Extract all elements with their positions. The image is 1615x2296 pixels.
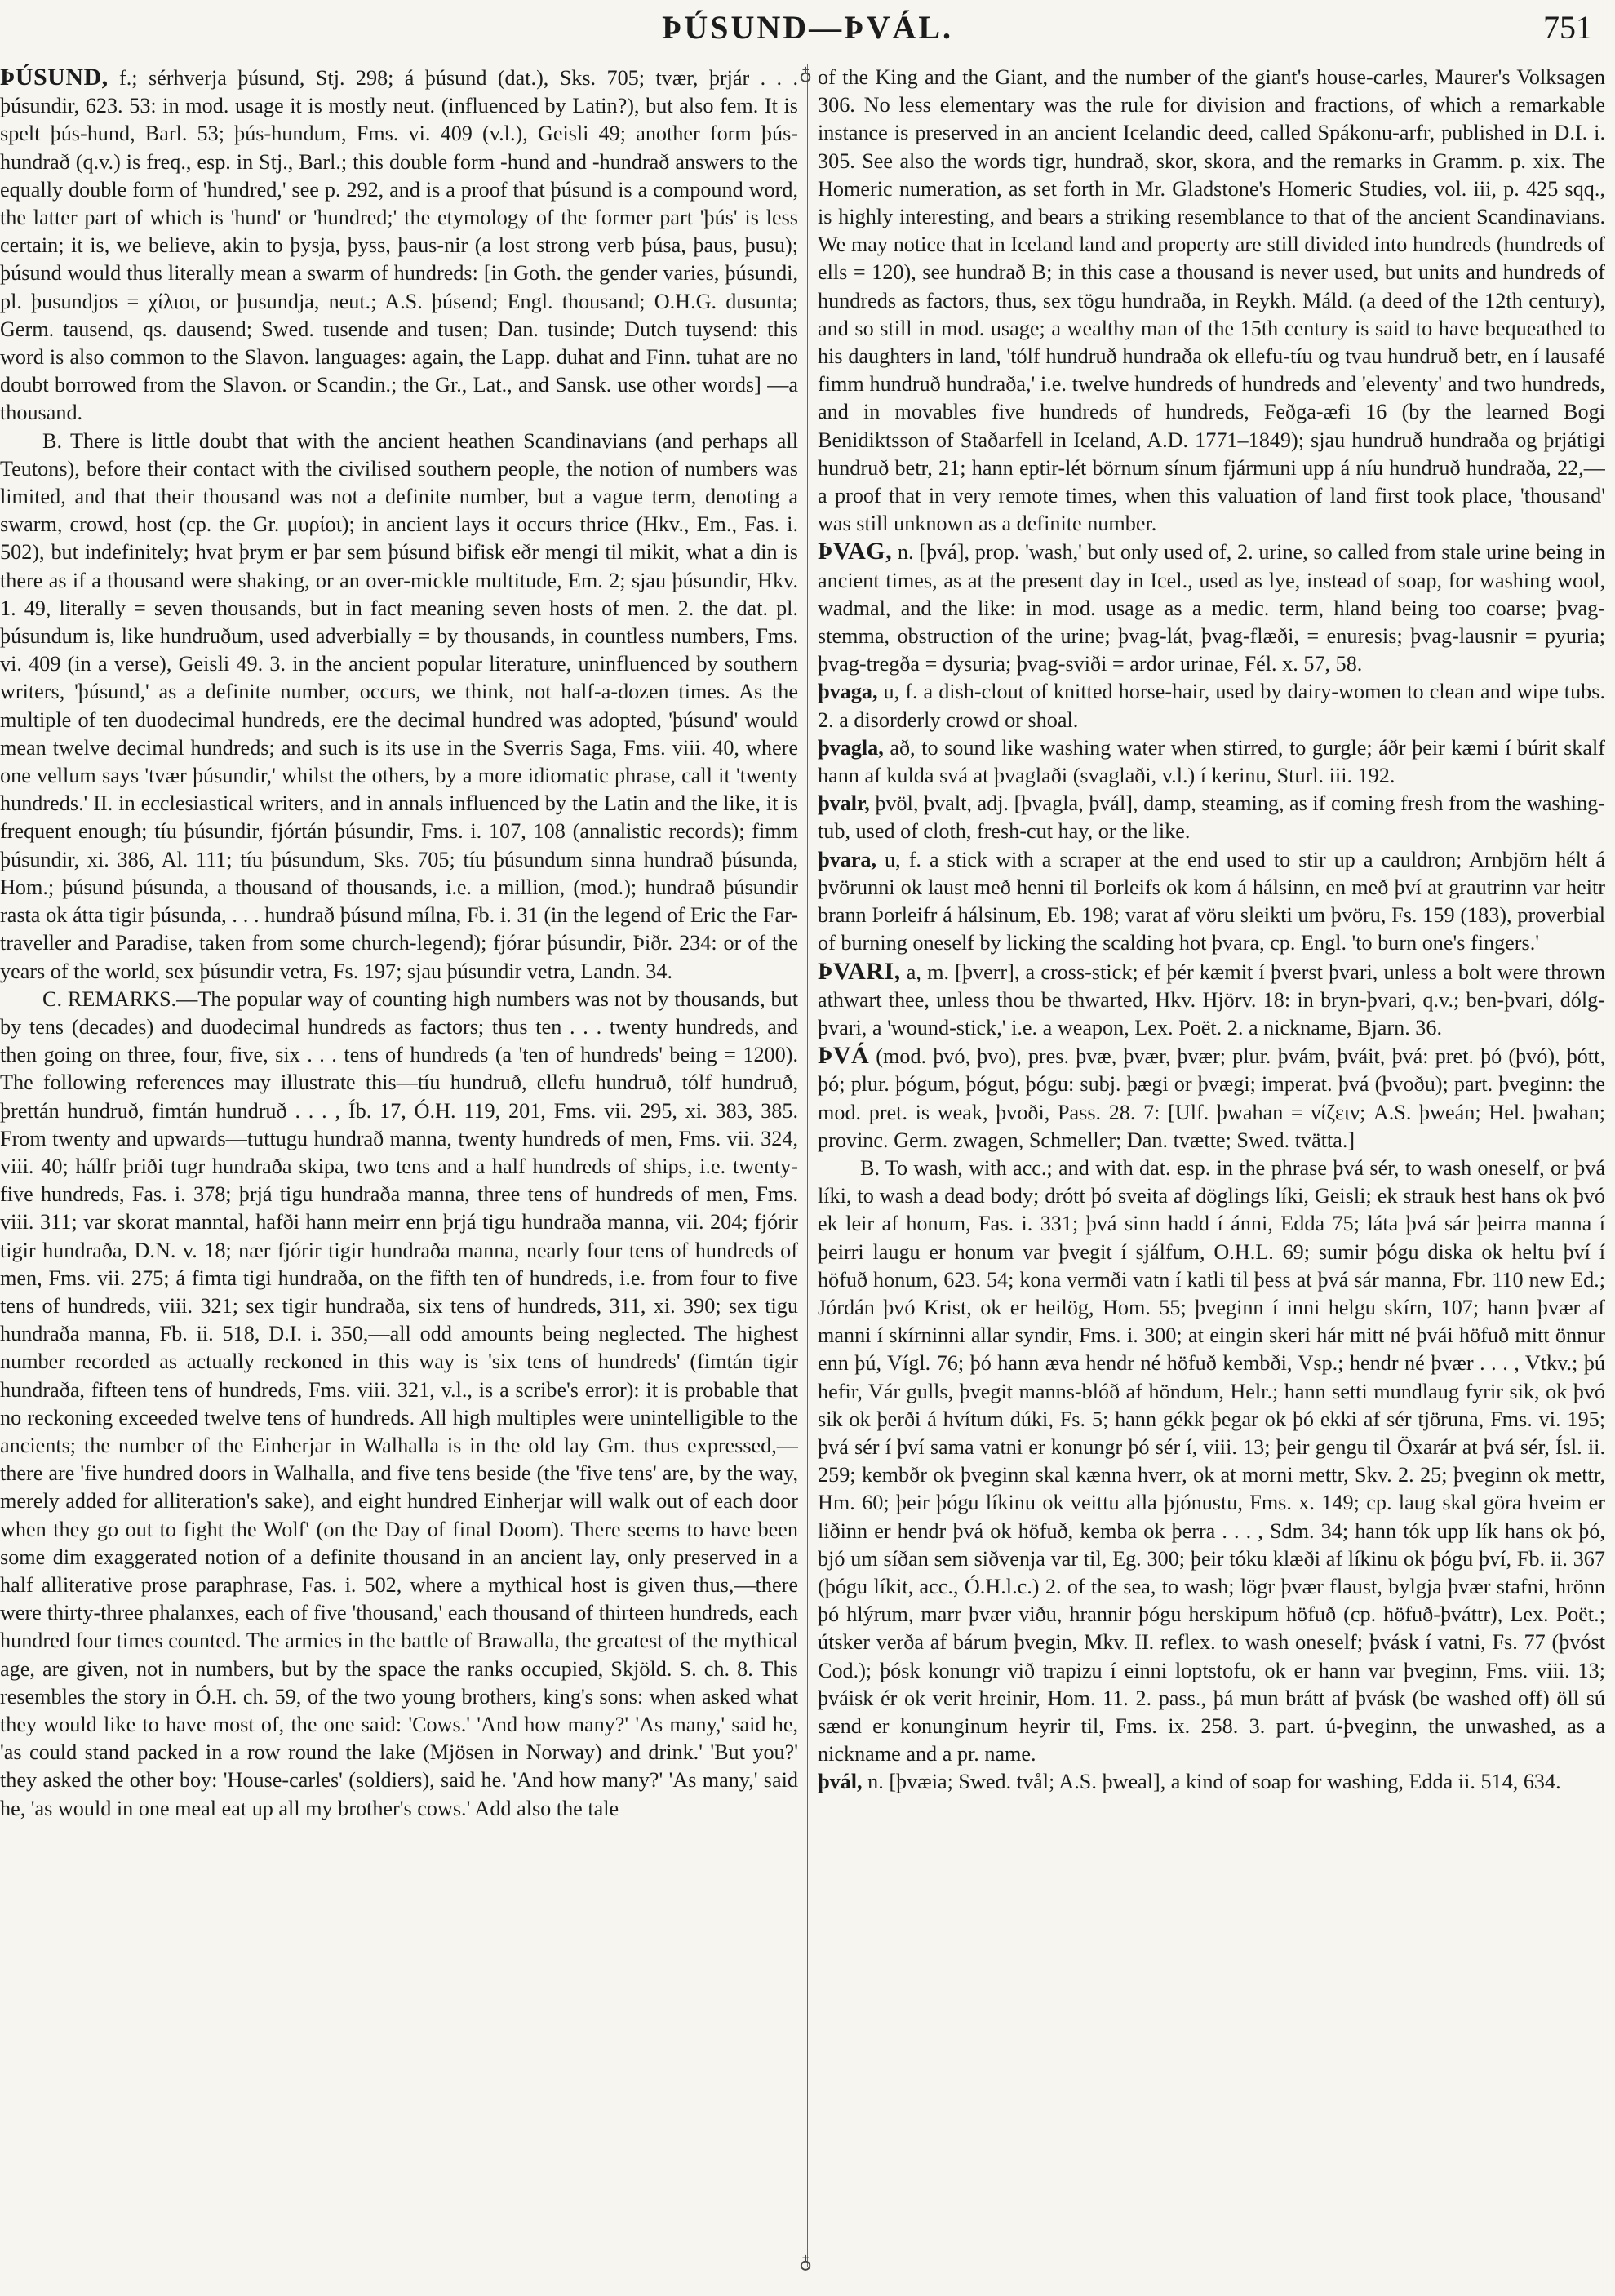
entry-text: n. [þvá], prop. 'wash,' but only used of, 2. urine, so called from stale urine being in ancient times, as at the present day in Icel., used as lye, instead of soap, for washing wool, wadmal, and the like: in mod. usage as a medic. term, hland being too coarse; þvag-stemma, obstruction of the urine; þvag-lát, þvag-flæði, = enuresis; þvag-lausnir = pyuria; þvag-tregða = dysuria; þvag-sviði = ardor urinae, Fél. x. 57, 58. bbox=[818, 540, 1605, 676]
entry-text: C. REMARKS.—The popular way of counting high numbers was not by thousands, but by tens (decades) and duodecimal hundreds as factors; thus ten . . . twenty hundreds, and then going on three, four, five, six . . . tens of hundreds (a 'ten of hundreds' being = 1200). The following references may illustrate this—tíu hundruð, ellefu hundruð, tólf hundruð, þrettán hundruð, fimtán hundruð . . . , Íb. 17, Ó.H. 119, 201, Fms. vii. 295, xi. 383, 385. From twenty and upwards—tuttugu hundrað manna, twenty hundreds of men, Fms. vii. 324, viii. 40; hálfr þriði tugr hundraða skipa, two tens and a half hundreds of ships, i.e. twenty-five hundreds, Fas. i. 378; þrjá tigu hundraða manna, three tens of hundreds of men, Fms. viii. 311; var skorat manntal, hafði hann meirr enn þrjá tigu hundraða manna, vii. 204; fjórir tigir hundraða, D.N. v. 18; nær fjórir tigir hundraða manna, nearly four tens of hundreds of men, Fms. vii. 275; á fimta tigi hundraða, on the fifth ten of hundreds, i.e. from four to five tens of hundreds, viii. 321; sex tigir hundraða, six tens of hundreds, 311, xi. 390; sex tigu hundraða manna, Fb. ii. 518, D.I. i. 350,—all odd amounts being neglected. The highest number recorded as actually reckoned in this way is 'six tens of hundreds' (fimtán tigir hundraða, fifteen tens of hundreds, Fms. viii. 321, v.l., is a scribe's error): it is probable that no reckoning exceeded twelve tens of hundreds. All high multiples were unintelligible to the ancients; the number of the Einherjar in Walhalla is in the old lay Gm. thus expressed,—there are 'five hundred doors in Walhalla, and five tens beside (the 'five tens' are, by the way, merely added for alliteration's sake), and eight hundred Einherjar will walk out of each door when they go out to fight the Wolf' (on the Day of final Doom). There seems to have been some dim exaggerated notion of a definite thousand in an ancient lay, only preserved in a half alliterative prose paraphrase, Fas. i. 502, where a mythical host is given thus,—there were thirty-three phalanxes, each of five 'thousand,' each thousand of thirteen hundreds, each hundred four times counted. The armies in the battle of Brawalla, the greatest of the mythical age, are given, not in numbers, but by the space the ranks occupied, Skjöld. S. ch. 8. This resembles the story in Ó.H. ch. 59, of the two young brothers, king's sons: when asked what they would like to have most of, the one said: 'Cows.' 'And how many?' 'As many,' said he, 'as could stand packed in a row round the lake (Mjösen in Norway) and drink.' 'But you?' they asked the other boy: 'House-carles' (soldiers), said he. 'And how many?' 'As many,' said he, 'as would in one meal eat up all my brother's cows.' Add also the tale bbox=[0, 986, 798, 1820]
entry-thvag bbox=[818, 538, 1605, 678]
entry-text: að, to sound like washing water when stirred, to gurgle; áðr þeir kæmi í búrit skalf hann af kulda svá at þvaglaði (svaglaði, v.l.) í kerinu, Sturl. iii. 192. bbox=[818, 735, 1605, 788]
entry-text: B. To wash, with acc.; and with dat. esp. in the phrase þvá sér, to wash oneself, or þvá líki, to wash a dead body; drótt þó sveita af döglings líki, Geisli; ek strauk hest hans ok þvó ek leir af honum, Fas. i. 331; þvá sinn hadd í ánni, Edda 75; láta þvá sár þeirra manna í þeirri laugu er honum var þvegit í sjálfum, O.H.L. 69; sumir þógu diska ok heltu því í höfuð honum, 623. 54; kona vermði vatn í katli til þess at þvá sár manna, Fbr. 110 new Ed.; Jórdán þvó Krist, ok er heilög, Hom. 55; þveginn í inni helgu skírn, 107; hann þvær af manni í skírninni allar syndir, Fms. i. 300; at eingin skeri hár mitt né þvái höfuð mitt önnur enn þú, Vígl. 76; þó hann æva hendr né höfuð kembði, Vsp.; hendr né þvær . . . , Vtkv.; þú hefir, Vár gulls, þvegit manns-blóð af höndum, Helr.; hann setti mundlaug fyrir sik, ok þvó sik ok þerði á hvítum dúki, Fs. 5; hann gékk þegar ok þó ekki af sér tjöruna, Fms. vi. 195; þvá sér í því sama vatni er konungr þó sér í, viii. 13; þeir gengu til Öxarár at þvá sér, Ísl. ii. 259; kembðr ok þveginn skal kænna hverr, ok at morni mettr, Skv. 2. 25; þveginn ok mettr, Hm. 60; þeir þógu líkinu ok veittu alla þjónustu, Fms. x. 149; cp. laug skal göra hveim er liðinn er hendr þvá ok höfuð, kemba ok þerra . . . , Sdm. 34; hann tók upp lík hans ok þó, bjó um síðan sem siðvenja var til, Eg. 300; þeir tóku klæði af líkinu ok þógu því, Fb. ii. 367 (þógu líkit, acc., Ó.H.l.c.) 2. of the sea, to wash; lögr þvær flaust, bylgja þvær stafni, hrönn þó hlýrum, marr þvær viðu, hrannir þógu herskipum höfuð (cp. höfuð-þváttr), Lex. Poët.; útsker verða af bárum þvegin, Mkv. II. reflex. to wash oneself; þvásk í vatni, Fs. 77 (þvóst Cod.); þósk konungr við trapizu í einni loptstofu, ok er hann var þveginn, Fms. viii. 13; þváisk ér ok verit hreinir, Hom. 11. 2. pass., þá mun brátt af þvásk (be washed off) öll sú sænd er konunginum heyrir til, Fms. ix. 258. 3. part. ú-þveginn, the unwashed, as a nickname and a pr. name. bbox=[818, 1155, 1605, 1766]
divider-ornament-top: ♁ bbox=[799, 64, 813, 84]
left-column bbox=[0, 64, 798, 2267]
page-number: 751 bbox=[1543, 9, 1592, 46]
headword: þvaga, bbox=[818, 680, 878, 704]
entry-thvari bbox=[818, 958, 1605, 1043]
entry-thvara bbox=[818, 846, 1605, 958]
entry-text: (mod. þvó, þvo), pres. þvæ, þvær, þvær; plur. þvám, þváit, þvá: pret. þó (þvó), þótt, þó; plur. þógum, þógut, þógu: subj. þægi or þvægi; imperat. þvá (þvoðu); part. þveginn: the mod. pret. is weak, þvoði, Pass. 28. 7: [Ulf. þwahan = νίζειν; A.S. þweán; Hel. þwahan; provinc. Germ. zwagen, Schmeller; Dan. tvætte; Swed. tvätta.] bbox=[818, 1044, 1605, 1152]
headword: þvalr, bbox=[818, 791, 870, 816]
headword: þvara, bbox=[818, 847, 877, 871]
headword: ÞVARI, bbox=[818, 957, 901, 985]
headword: ÞÚSUND, bbox=[0, 64, 109, 91]
entry-thusund-continued bbox=[818, 64, 1605, 538]
column-divider bbox=[807, 64, 808, 2267]
divider-ornament-bottom: ♁ bbox=[799, 2252, 813, 2272]
running-head bbox=[0, 8, 1615, 57]
entry-thvalr bbox=[818, 790, 1605, 845]
entry-text: n. [þvæia; Swed. tvål; A.S. þweal], a kind of soap for washing, Edda ii. 514, 634. bbox=[862, 1770, 1561, 1794]
entry-text: f.; sérhverja þúsund, Stj. 298; á þúsund (dat.), Sks. 705; tvær, þrjár . . . þúsundir, 623. 53: in mod. usage it is mostly neut. (influenced by Latin?), but also fem. It is spelt þús-hund, Barl. 53; þús-hundum, Fms. vi. 409 (v.l.), Geisli 49; another form þús-hundrað (q.v.) is freq., esp. in Stj., Barl.; this double form -hund and -hundrað answers to the equally double form of 'hundred,' see p. 292, and is a proof that þúsund is a compound word, the latter part of which is 'hund' or 'hundred;' the etymology of the former part 'þús' is less certain; it is, we believe, akin to þysja, þyss, þaus-nir (a lost strong verb þúsa, þaus, þusu); þúsund would thus literally mean a swarm of hundreds: [in Goth. the gender varies, þúsundi, pl. þusundjos = χίλιοι, or þusundja, neut.; A.S. þúsend; Engl. thousand; O.H.G. dusunta; Germ. tausend, qs. dausend; Swed. tusende and tusen; Dan. tusinde; Dutch tuysend: this word is also common to the Slavon. languages: again, the Lapp. duhat and Finn. tuhat are no doubt borrowed from the Slavon. or Scandin.; the Gr., Lat., and Sansk. use other words] —a thousand. bbox=[0, 66, 798, 425]
headword: ÞVAG, bbox=[818, 538, 893, 565]
entry-text: u, f. a stick with a scraper at the end used to stir up a cauldron; Arnbjörn hélt á þvörunni ok laust með henni til Þorleifs ok kom á hálsinn, en með því at grautrinn var heitr brann Þorleifr á hálsinum, Eb. 198; varat af vöru sleikti um þvöru, Fs. 159 (183), proverbial of burning oneself by licking the scalding hot þvara, cp. Engl. 'to burn one's fingers.' bbox=[818, 847, 1605, 955]
entry-thval bbox=[818, 1768, 1605, 1796]
entry-thvagla bbox=[818, 734, 1605, 790]
entry-text: of the King and the Giant, and the number of the giant's house-carles, Maurer's Volksagen 306. No less elementary was the rule for division and fractions, of which a remarkable instance is preserved in an ancient Icelandic deed, called Spákonu-arfr, published in D.I. i. 305. See also the words tigr, hundrað, skor, skora, and the remarks in Gramm. p. xix. The Homeric numeration, as set forth in Mr. Gladstone's Homeric Studies, vol. iii, p. 425 sqq., is highly interesting, and bears a striking resemblance to that of the ancient Scandinavians. We may notice that in Iceland land and property are still divided into hundreds (hundreds of ells = 120), see hundrað B; in this case a thousand is never used, but units and hundreds of hundreds as factors, thus, sex tögu hundraða, in Reykh. Máld. (a deed of the 12th century), and so still in mod. usage; a wealthy man of the 15th century is said to have bequeathed to his daughters in land, 'tólf hundruð hundraða ok ellefu-tíu og tvau hundruð betr, en í lausafé fimm hundruð hundraða,' i.e. twelve hundreds of hundreds and 'eleventy' and two hundreds, and in movables five hundreds of hundreds, Feðga-æfi 16 (by the learned Bogi Benidiktsson of Staðarfell in Iceland, A.D. 1771–1849); sjau hundruð hundraða og þrjátigi hundruð betr, 21; hann eptir-lét börnum sínum fjármuni upp á níu hundruð hundraða, 22,—a proof that in very remote times, when this valuation of land first took place, 'thousand' was still unknown as a definite number. bbox=[818, 65, 1605, 536]
headword: ÞVÁ bbox=[818, 1042, 870, 1070]
entry-text: a, m. [þverr], a cross-stick; ef þér kæmit í þverst þvari, unless a bolt were thrown athwart thee, unless thou be thwarted, Hkv. Hjörv. 18: in bryn-þvari, q.v.; ben-þvari, dólg-þvari, a 'wound-stick,' i.e. a weapon, Lex. Poët. 2. a nickname, Bjarn. 36. bbox=[818, 960, 1605, 1039]
entry-text: u, f. a dish-clout of knitted horse-hair, used by dairy-women to clean and wipe tubs. 2. a disorderly crowd or shoal. bbox=[818, 680, 1605, 732]
right-column bbox=[818, 64, 1605, 2267]
entry-text: B. There is little doubt that with the ancient heathen Scandinavians (and perhaps all Teutons), before their contact with the civilised southern people, the notion of numbers was limited, and that their thousand was not a definite number, but a vague term, denoting a swarm, crowd, host (cp. the Gr. μυρίοι); in ancient lays it occurs thrice (Hkv., Em., Fas. i. 502), but indefinitely; hvat þrym er þar sem þúsund bifisk eðr mengi til mikit, what a din is there as if a thousand were shaking, or an over-mickle multitude, Em. 2; sjau þúsundir, Hkv. 1. 49, literally = seven thousands, but in fact meaning seven hosts of men. 2. the dat. pl. þúsundum is, like hundruðum, used adverbially = by thousands, in countless numbers, Fms. vi. 409 (in a verse), Geisli 49. 3. in the ancient popular literature, uninfluenced by southern writers, 'þúsund,' as a definite number, occurs, we think, not half-a-dozen times. As the multiple of ten duodecimal hundreds, ere the decimal hundred was adopted, 'þúsund' would mean twelve decimal hundreds; and such is its use in the Sverris Saga, Fms. viii. 40, where one vellum says 'tvær þúsundir,' whilst the others, by a more idiomatic phrase, call it 'twenty hundreds.' II. in ecclesiastical writers, and in annals influenced by the Latin and the like, it is frequent enough; tíu þúsundir, fjórtán þúsundir, Fms. i. 107, 108 (annalistic records); fimm þúsundir, xi. 386, Al. 111; tíu þúsundum, Sks. 705; tíu þúsundum sinna hundrað þúsunda, Hom.; þúsund þúsunda, a thousand of thousands, i.e. a million, (mod.); hundrað þúsundir rasta ok átta tigir þúsunda, . . . hundrað þúsund mílna, Fb. i. 31 (in the legend of Eric the Far-traveller and Paradise, taken from some church-legend); fjórar þúsundir, Þiðr. 234: or of the years of the world, sex þúsundir vetra, Fs. 197; sjau þúsundir vetra, Landn. 34. bbox=[0, 428, 798, 983]
headword: þvál, bbox=[818, 1770, 863, 1794]
entry-text: þvöl, þvalt, adj. [þvagla, þvál], damp, steaming, as if coming fresh from the washing-tub, used of cloth, fresh-cut hay, or the like. bbox=[818, 791, 1605, 844]
running-head-title: ÞÚSUND—ÞVÁL. bbox=[661, 9, 954, 46]
entry-thvaga bbox=[818, 678, 1605, 734]
entry-thva-section-b bbox=[818, 1155, 1605, 1768]
entry-thusund bbox=[0, 64, 798, 428]
entry-thva bbox=[818, 1042, 1605, 1155]
entry-section-c-remarks bbox=[0, 986, 798, 1823]
entry-section-b bbox=[0, 428, 798, 986]
headword: þvagla, bbox=[818, 735, 884, 760]
